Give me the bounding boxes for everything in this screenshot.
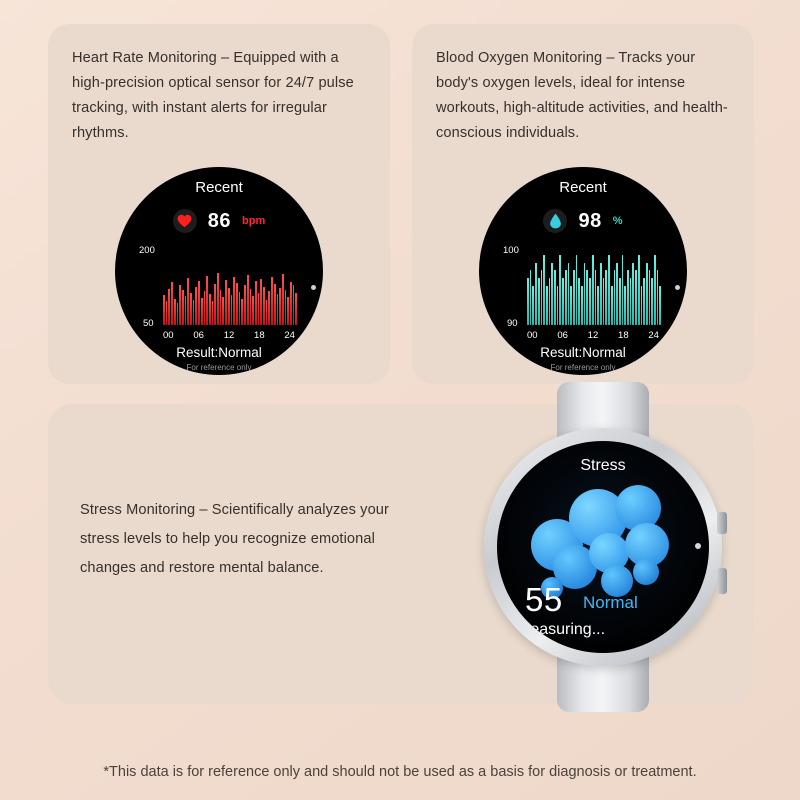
blood-oxygen-reading bbox=[479, 209, 687, 233]
chart-bar bbox=[258, 293, 260, 325]
chart-bar bbox=[279, 288, 281, 325]
chart-bar bbox=[185, 296, 187, 325]
chart-bar bbox=[233, 277, 235, 325]
heart-rate-watch bbox=[115, 167, 323, 375]
chart-bar bbox=[611, 286, 613, 325]
card-heart-rate bbox=[48, 24, 390, 384]
blood-oxygen-bars bbox=[527, 247, 661, 325]
watch-face-blood-oxygen[interactable] bbox=[479, 167, 687, 375]
chart-bar bbox=[195, 287, 197, 325]
heart-rate-result: Result:Normal bbox=[176, 345, 262, 360]
stress-title: Stress bbox=[580, 457, 626, 474]
blood-oxygen-note: For reference only bbox=[550, 363, 616, 372]
card-stress bbox=[48, 404, 754, 704]
chart-bar bbox=[239, 292, 241, 325]
chart-bar bbox=[231, 295, 233, 325]
chart-bar bbox=[535, 263, 537, 325]
chart-bar bbox=[614, 270, 616, 325]
chart-bar bbox=[568, 263, 570, 325]
top-row bbox=[48, 24, 754, 384]
chart-bar bbox=[600, 263, 602, 325]
chart-bar bbox=[632, 263, 634, 325]
chart-bar bbox=[217, 273, 219, 325]
chart-bar bbox=[616, 263, 618, 325]
chart-bar bbox=[630, 278, 632, 325]
x-tick: 18 bbox=[618, 330, 629, 341]
chart-bar bbox=[274, 284, 276, 325]
chart-bar bbox=[641, 286, 643, 325]
stress-state: Normal bbox=[583, 593, 638, 612]
chart-bar bbox=[263, 287, 265, 325]
blood-oxygen-title: Recent bbox=[559, 179, 607, 196]
heart-rate-unit: bpm bbox=[242, 215, 266, 227]
heart-rate-reading bbox=[115, 209, 323, 233]
chart-bar bbox=[163, 295, 165, 325]
chart-bar bbox=[646, 263, 648, 325]
chart-bar bbox=[174, 299, 176, 325]
chart-bar bbox=[627, 270, 629, 325]
chart-bar bbox=[209, 294, 211, 325]
chart-bar bbox=[293, 285, 295, 325]
chart-bar bbox=[592, 255, 594, 325]
chart-bar bbox=[554, 270, 556, 325]
blood-oxygen-result: Result:Normal bbox=[540, 345, 626, 360]
heart-rate-y-top: 200 bbox=[139, 245, 155, 256]
chart-bar bbox=[236, 283, 238, 325]
blood-oxygen-value: 98 bbox=[578, 209, 602, 232]
blood-oxygen-unit: % bbox=[612, 215, 623, 227]
chart-bar bbox=[171, 282, 173, 325]
chart-bar bbox=[608, 255, 610, 325]
chart-bar bbox=[201, 298, 203, 325]
chart-bar bbox=[182, 290, 184, 325]
stress-caption: Stress Monitoring – Scientifically analyzes your stress levels to help you recognize emotional changes and restore mental balance. bbox=[80, 502, 389, 576]
chart-bar bbox=[268, 291, 270, 325]
blood-oxygen-watch bbox=[479, 167, 687, 375]
chart-bar bbox=[603, 278, 605, 325]
chart-bar bbox=[584, 263, 586, 325]
chart-bar bbox=[570, 286, 572, 325]
x-tick: 24 bbox=[648, 330, 659, 341]
card-blood-oxygen bbox=[412, 24, 754, 384]
blood-oxygen-x-axis bbox=[527, 330, 659, 341]
x-tick: 12 bbox=[223, 330, 235, 341]
chart-bar bbox=[635, 270, 637, 325]
chart-bar bbox=[605, 270, 607, 325]
heart-rate-bars bbox=[163, 247, 297, 325]
blood-oxygen-y-top: 100 bbox=[503, 245, 519, 256]
chart-bar bbox=[576, 255, 578, 325]
chart-bar bbox=[581, 286, 583, 325]
x-tick: 12 bbox=[587, 330, 599, 341]
chart-bar bbox=[527, 278, 529, 325]
blood-oxygen-y-bottom: 90 bbox=[507, 318, 518, 329]
sensor-dot-icon bbox=[695, 543, 701, 549]
chart-bar bbox=[250, 289, 252, 325]
blood-oxygen-caption: Blood Oxygen Monitoring – Tracks your body's oxygen levels, ideal for intense workouts, high-altitude activities, and health-conscious individuals. bbox=[436, 50, 728, 141]
chart-bar bbox=[193, 300, 195, 325]
chart-bar bbox=[225, 280, 227, 325]
x-tick: 24 bbox=[284, 330, 295, 341]
chart-bar bbox=[295, 293, 297, 325]
chart-bar bbox=[551, 263, 553, 325]
stress-status: Measuring... bbox=[517, 621, 606, 638]
x-tick: 06 bbox=[557, 330, 568, 341]
sensor-dot-icon bbox=[675, 285, 680, 290]
cards-container bbox=[48, 24, 754, 704]
stress-score: 55 bbox=[525, 581, 563, 618]
chart-bar bbox=[214, 284, 216, 325]
chart-bar bbox=[597, 286, 599, 325]
chart-bar bbox=[649, 270, 651, 325]
chart-bar bbox=[549, 278, 551, 325]
chart-bar bbox=[578, 278, 580, 325]
chart-bar bbox=[562, 278, 564, 325]
chart-bar bbox=[198, 281, 200, 325]
crown-button-icon[interactable] bbox=[717, 512, 727, 534]
chart-bar bbox=[222, 297, 224, 325]
x-tick: 18 bbox=[254, 330, 265, 341]
chart-bar bbox=[247, 275, 249, 325]
chart-bar bbox=[589, 278, 591, 325]
chart-bar bbox=[622, 255, 624, 325]
chart-bar bbox=[559, 255, 561, 325]
chart-bar bbox=[659, 286, 661, 325]
heart-rate-caption: Heart Rate Monitoring – Equipped with a high-precision optical sensor for 24/7 pulse tracking, with instant alerts for irregular rhythms. bbox=[72, 50, 354, 141]
chart-bar bbox=[266, 300, 268, 325]
chart-bar bbox=[290, 282, 292, 325]
chart-bar bbox=[220, 290, 222, 325]
chart-bar bbox=[573, 270, 575, 325]
heart-rate-title: Recent bbox=[195, 179, 243, 196]
chart-bar bbox=[241, 299, 243, 325]
heart-rate-value: 86 bbox=[207, 209, 231, 232]
side-button-icon[interactable] bbox=[717, 568, 727, 594]
chart-bar bbox=[638, 255, 640, 325]
chart-bar bbox=[530, 270, 532, 325]
chart-bar bbox=[271, 277, 273, 325]
chart-bar bbox=[654, 255, 656, 325]
chart-bar bbox=[206, 276, 208, 325]
footer-disclaimer: *This data is for reference only and should not be used as a basis for diagnosis or treatment. bbox=[103, 764, 697, 780]
chart-bar bbox=[177, 303, 179, 325]
chart-bar bbox=[187, 278, 189, 325]
chart-bar bbox=[166, 301, 168, 325]
chart-bar bbox=[586, 270, 588, 325]
chart-bar bbox=[557, 286, 559, 325]
chart-bar bbox=[538, 278, 540, 325]
chart-bar bbox=[532, 286, 534, 325]
heart-rate-y-bottom: 50 bbox=[143, 318, 154, 329]
chart-bar bbox=[651, 278, 653, 325]
heart-rate-chart bbox=[141, 245, 297, 327]
chart-bar bbox=[595, 270, 597, 325]
chart-bar bbox=[190, 293, 192, 325]
chart-bar bbox=[212, 301, 214, 325]
droplet-icon bbox=[543, 209, 567, 233]
chart-bar bbox=[179, 285, 181, 325]
chart-bar bbox=[287, 297, 289, 325]
chart-bar bbox=[255, 281, 257, 325]
chart-bar bbox=[543, 255, 545, 325]
chart-bar bbox=[546, 286, 548, 325]
heart-rate-x-axis bbox=[163, 330, 295, 341]
x-tick: 06 bbox=[193, 330, 204, 341]
chart-bar bbox=[643, 278, 645, 325]
chart-bar bbox=[282, 274, 284, 325]
chart-bar bbox=[277, 294, 279, 325]
stress-watch bbox=[478, 382, 728, 712]
chart-bar bbox=[285, 290, 287, 325]
chart-bar bbox=[244, 285, 246, 325]
chart-bar bbox=[657, 270, 659, 325]
sensor-dot-icon bbox=[311, 285, 316, 290]
x-tick: 00 bbox=[163, 330, 174, 341]
chart-bar bbox=[624, 286, 626, 325]
watch-face-stress[interactable] bbox=[497, 441, 709, 653]
chart-bar bbox=[541, 270, 543, 325]
chart-bar bbox=[204, 291, 206, 325]
chart-bar bbox=[252, 296, 254, 325]
watch-face-heart-rate[interactable] bbox=[115, 167, 323, 375]
x-tick: 00 bbox=[527, 330, 538, 341]
chart-bar bbox=[228, 288, 230, 325]
chart-bar bbox=[619, 278, 621, 325]
blood-oxygen-chart bbox=[505, 245, 661, 327]
chart-bar bbox=[168, 289, 170, 325]
chart-bar bbox=[565, 270, 567, 325]
heart-rate-note: For reference only bbox=[186, 363, 252, 372]
chart-bar bbox=[260, 279, 262, 325]
heart-icon bbox=[173, 209, 197, 233]
stress-bubble bbox=[633, 559, 659, 585]
